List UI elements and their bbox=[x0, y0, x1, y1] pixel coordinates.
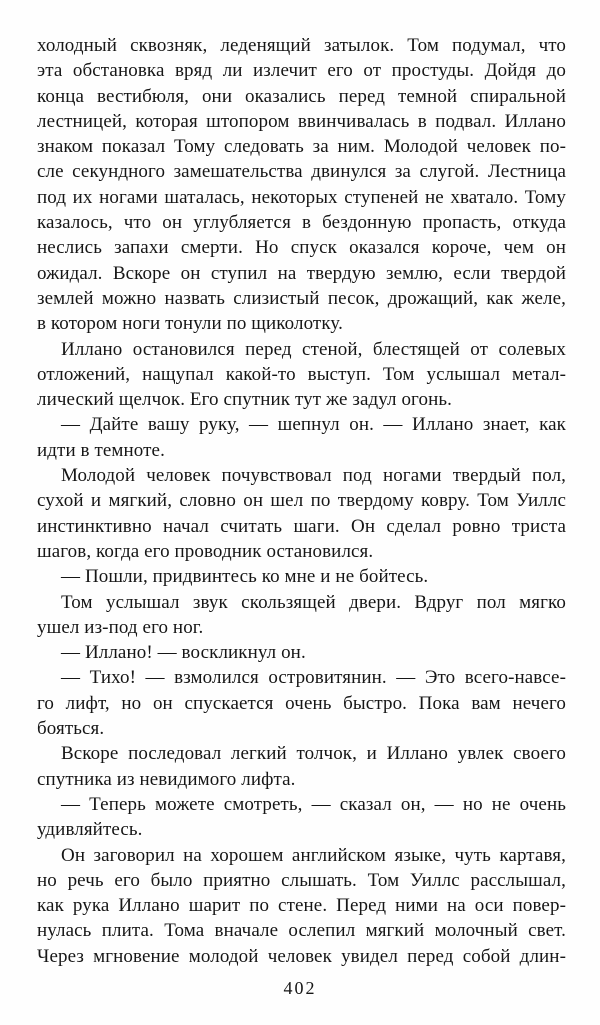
text-line: как рука Иллано шарит по стене. Перед ними на оси повер- bbox=[37, 895, 566, 917]
text-line: под их ногами шаталась, некоторых ступеней не хватало. Тому bbox=[37, 186, 566, 208]
text-line: — Теперь можете смотреть, — сказал он, — но не очень bbox=[61, 793, 566, 815]
text-line: нулась плита. Тома вначале ослепил мягкий молочный свет. bbox=[37, 920, 566, 942]
text-line: шагов, когда его проводник остановился. bbox=[37, 540, 374, 562]
text-line: идти в темноте. bbox=[37, 439, 165, 461]
text-line: бояться. bbox=[37, 718, 105, 740]
text-line: — Тихо! — взмолился островитянин. — Это всего-навсе- bbox=[61, 667, 566, 689]
text-line: Он заговорил на хорошем английском языке, чуть картавя, bbox=[61, 844, 566, 866]
text-line: ушел из-под его ног. bbox=[37, 616, 204, 638]
text-line: удивляйтесь. bbox=[37, 819, 143, 841]
text-line: знаком показал Тому следовать за ним. Молодой человек по- bbox=[37, 136, 566, 158]
text-line: Том услышал звук скользящей двери. Вдруг пол мягко bbox=[61, 591, 566, 613]
text-line: эта обстановка вряд ли излечит его от простуды. Дойдя до bbox=[37, 60, 566, 82]
text-line: сухой и мягкий, словно он шел по твердому ковру. Том Уиллс bbox=[37, 490, 566, 512]
text-line: в котором ноги тонули по щиколотку. bbox=[37, 313, 343, 335]
text-line: — Дайте вашу руку, — шепнул он. — Иллано знает, как bbox=[61, 414, 566, 436]
text-line: ожидал. Вскоре он ступил на твердую землю, если твердой bbox=[37, 262, 566, 284]
text-line: Иллано остановился перед стеной, блестящей от солевых bbox=[61, 338, 566, 360]
text-line: Вскоре последовал легкий толчок, и Иллано увлек своего bbox=[61, 743, 566, 765]
text-line: казалось, что он углубляется в бездонную пропасть, откуда bbox=[37, 212, 566, 234]
text-line: спутника из невидимого лифта. bbox=[37, 768, 296, 790]
text-line: отложений, нащупал какой-то выступ. Том услышал метал- bbox=[37, 363, 566, 385]
text-line: лестницей, которая штопором ввинчивалась в подвал. Иллано bbox=[37, 110, 566, 132]
page-text bbox=[37, 33, 566, 969]
text-line: го лифт, но он спускается очень быстро. Пока вам нечего bbox=[37, 692, 566, 714]
text-line: инстинктивно начал считать шаги. Он сделал ровно триста bbox=[37, 515, 566, 537]
text-line: но речь его было приятно слышать. Том Уиллс расслышал, bbox=[37, 869, 566, 891]
text-line: — Иллано! — воскликнул он. bbox=[61, 642, 306, 664]
text-line: неслись запахи смерти. Но спуск оказался короче, чем он bbox=[37, 237, 566, 259]
text-line: Молодой человек почувствовал под ногами твердый пол, bbox=[61, 465, 566, 487]
page-number: 402 bbox=[283, 978, 317, 998]
text-line: — Пошли, придвинтесь ко мне и не бойтесь. bbox=[61, 566, 429, 588]
text-line: Через мгновение молодой человек увидел перед собой длин- bbox=[37, 945, 566, 967]
text-line: лический щелчок. Его спутник тут же задул огонь. bbox=[37, 389, 452, 411]
text-line: сле секундного замешательства двинулся за слугой. Лестница bbox=[37, 161, 566, 183]
text-line: холодный сквозняк, леденящий затылок. Том подумал, что bbox=[37, 35, 566, 56]
text-line: конца вестибюля, они оказались перед темной спиральной bbox=[37, 85, 566, 107]
text-line: землей можно назвать слизистый песок, дрожащий, как желе, bbox=[37, 287, 566, 309]
